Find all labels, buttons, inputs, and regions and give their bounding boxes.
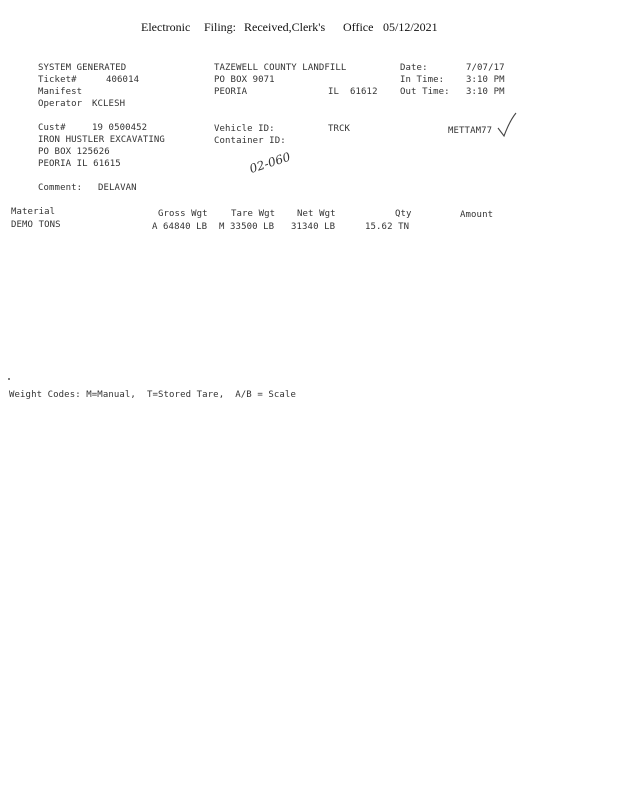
ref-code: METTAM77 [448, 126, 493, 136]
header-office: Office [343, 20, 374, 34]
ticket-label: Ticket# [38, 75, 77, 85]
header-received-clerks: Received,Clerk's [244, 20, 326, 34]
operator-label: Operator [38, 99, 83, 109]
col-header-net: Net Wgt [297, 209, 336, 219]
check-mark-icon [496, 112, 518, 138]
col-header-material: Material [11, 207, 56, 217]
container-label: Container ID: [214, 136, 286, 146]
operator-value: KCLESH [92, 99, 126, 109]
site-po-box: PO BOX 9071 [214, 75, 275, 85]
row-material: DEMO TONS [11, 220, 61, 230]
ticket-number: 406014 [106, 75, 140, 85]
date-label: Date: [400, 63, 428, 73]
cust-city-state-zip: PEORIA IL 61615 [38, 159, 121, 169]
scan-speck [8, 378, 10, 380]
col-header-qty: Qty [395, 209, 412, 219]
date-value: 7/07/17 [466, 63, 505, 73]
row-net: 31340 LB [291, 222, 336, 232]
col-header-amount: Amount [460, 210, 494, 220]
header-date: 05/12/2021 [383, 20, 438, 34]
handwritten-note: 02-060 [247, 149, 293, 176]
row-tare: M 33500 LB [219, 222, 275, 232]
in-time-label: In Time: [400, 75, 445, 85]
in-time-value: 3:10 PM [466, 75, 505, 85]
row-qty: 15.62 TN [365, 222, 410, 232]
header-filing: Filing: [204, 20, 237, 34]
comment-label: Comment: [38, 183, 83, 193]
col-header-gross: Gross Wgt [158, 209, 208, 219]
out-time-label: Out Time: [400, 87, 450, 97]
cust-number: 19 0500452 [92, 123, 148, 133]
site-name: TAZEWELL COUNTY LANDFILL [214, 63, 347, 73]
cust-po-box: PO BOX 125626 [38, 147, 110, 157]
site-state: IL [328, 87, 340, 97]
weight-codes-legend: Weight Codes: M=Manual, T=Stored Tare, A/B = Scale [9, 390, 296, 400]
header-electronic: Electronic [141, 20, 191, 34]
row-gross: A 64840 LB [152, 222, 208, 232]
cust-name: IRON HUSTLER EXCAVATING [38, 135, 165, 145]
system-generated: SYSTEM GENERATED [38, 63, 127, 73]
out-time-value: 3:10 PM [466, 87, 505, 97]
vehicle-label: Vehicle ID: [214, 124, 275, 134]
cust-label: Cust# [38, 123, 66, 133]
site-zip: 61612 [350, 87, 378, 97]
manifest-label: Manifest [38, 87, 83, 97]
vehicle-value: TRCK [328, 124, 351, 134]
site-city: PEORIA [214, 87, 248, 97]
comment-value: DELAVAN [98, 183, 137, 193]
col-header-tare: Tare Wgt [231, 209, 276, 219]
